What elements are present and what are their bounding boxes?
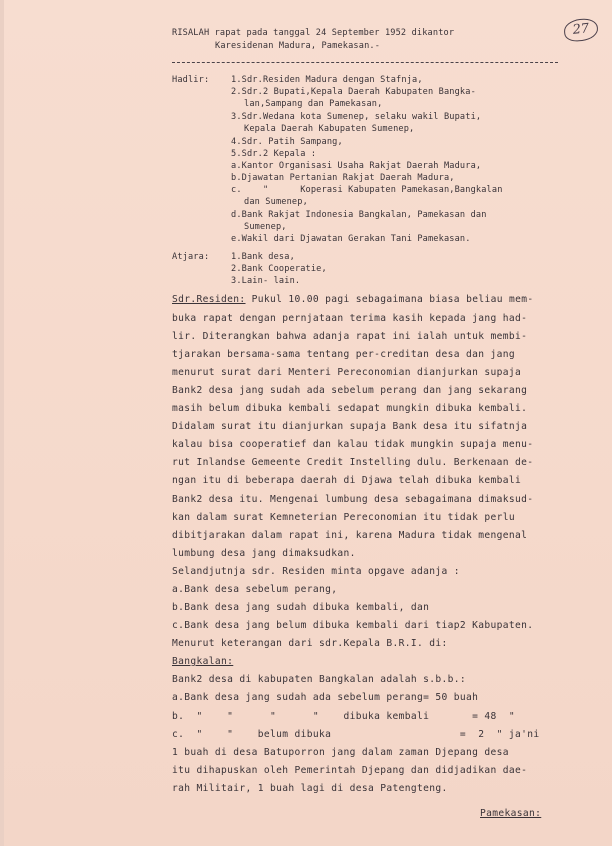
body-line: a.Bank desa sebelum perang, bbox=[172, 584, 338, 595]
body-line: buka rapat dengan pernjataan terima kasih kepada jang had- bbox=[172, 313, 528, 324]
body-line: rut Inlandse Gemeente Credit Instelling dulu. Berkenaan de- bbox=[172, 457, 534, 468]
hadlir-item: e.Wakil dari Djawatan Gerakan Tani Pamekasan. bbox=[231, 234, 471, 244]
atjara-item: 1.Bank desa, bbox=[231, 252, 295, 262]
bangkalan-line: itu dihapuskan oleh Pemerintah Djepang dan didjadikan dae- bbox=[172, 765, 528, 776]
hadlir-item: dan Sumenep, bbox=[244, 197, 308, 207]
hadlir-item: lan,Sampang dan Pamekasan, bbox=[244, 99, 383, 109]
body-line: dibitjarakan dalam rapat ini, karena Madura tidak mengenal bbox=[172, 530, 528, 541]
body-line: Didalam surat itu dianjurkan supaja Bank desa itu sifatnja bbox=[172, 421, 528, 432]
bangkalan-line: c. " " belum dibuka = 2 " ja'ni bbox=[172, 729, 540, 740]
body-line: kalau bisa cooperatief dan kalau tidak mungkin supaja menu- bbox=[172, 439, 534, 450]
body-first-line: Pukul 10.00 pagi sebagaimana biasa beliau mem- bbox=[251, 294, 534, 305]
body-line: kan dalam surat Kemneterian Pereconomian itu tidak perlu bbox=[172, 512, 516, 523]
hadlir-item: a.Kantor Organisasi Usaha Rakjat Daerah Madura, bbox=[231, 161, 482, 171]
hadlir-item: 3.Sdr.Wedana kota Sumenep, selaku wakil Bupati, bbox=[231, 112, 482, 122]
atjara-item: 3.Lain- lain. bbox=[231, 276, 301, 286]
hadlir-label: Hadlir: bbox=[172, 75, 210, 85]
bangkalan-heading: Bangkalan: bbox=[172, 656, 234, 667]
body-line: masih belum dibuka kembali sedapat mungkin dibuka kembali. bbox=[172, 403, 528, 414]
hadlir-item: 4.Sdr. Patih Sampang, bbox=[231, 137, 343, 147]
hadlir-item: c. " Koperasi Kabupaten Pamekasan,Bangkalan bbox=[231, 185, 503, 195]
body-line: b.Bank desa jang sudah dibuka kembali, dan bbox=[172, 602, 430, 613]
body-line: lir. Diterangkan bahwa adanja rapat ini ialah untuk membi- bbox=[172, 331, 528, 342]
body-line: Menurut keterangan dari sdr.Kepala B.R.I. di: bbox=[172, 638, 448, 649]
pamekasan-heading: Pamekasan: bbox=[480, 808, 542, 819]
page-number: 27 bbox=[563, 17, 599, 42]
bangkalan-line: Bank2 desa di kabupaten Bangkalan adalah s.b.b.: bbox=[172, 674, 467, 685]
body-line: tjarakan bersama-sama tentang per-creditan desa dan jang bbox=[172, 349, 516, 360]
hadlir-item: Kepala Daerah Kabupaten Sumenep, bbox=[244, 124, 415, 134]
hadlir-item: 1.Sdr.Residen Madura dengan Stafnja, bbox=[231, 75, 423, 85]
body-line: menurut surat dari Menteri Pereconomian dianjurkan supaja bbox=[172, 367, 522, 378]
hadlir-item: Sumenep, bbox=[244, 222, 287, 232]
separator-line bbox=[172, 62, 558, 63]
body-line: Selandjutnja sdr. Residen minta opgave adanja : bbox=[172, 566, 460, 577]
hadlir-item: 2.Sdr.2 Bupati,Kepala Daerah Kabupaten Bangka- bbox=[231, 87, 476, 97]
hadlir-item: b.Djawatan Pertanian Rakjat Daerah Madura, bbox=[231, 173, 455, 183]
bangkalan-line: b. " " " " dibuka kembali = 48 " bbox=[172, 711, 516, 722]
body-line: ngan itu di beberapa daerah di Djawa telah dibuka kembali bbox=[172, 475, 522, 486]
body-line: Bank2 desa jang sudah ada sebelum perang dan jang sekarang bbox=[172, 385, 528, 396]
header-line-2: Karesidenan Madura, Pamekasan.- bbox=[215, 41, 381, 51]
hadlir-item: d.Bank Rakjat Indonesia Bangkalan, Pamekasan dan bbox=[231, 210, 487, 220]
body-line: Bank2 desa itu. Mengenai lumbung desa sebagaimana dimaksud- bbox=[172, 494, 534, 505]
bangkalan-line: a.Bank desa jang sudah ada sebelum perang= 50 buah bbox=[172, 692, 479, 703]
body-line: c.Bank desa jang belum dibuka kembali dari tiap2 Kabupaten. bbox=[172, 620, 534, 631]
body-line: lumbung desa jang dimaksudkan. bbox=[172, 548, 356, 559]
atjara-label: Atjara: bbox=[172, 252, 210, 262]
speaker-name: Sdr.Residen: bbox=[172, 294, 246, 305]
hadlir-item: 5.Sdr.2 Kepala : bbox=[231, 149, 317, 159]
body-line bbox=[172, 294, 533, 306]
header-line-1: RISALAH rapat pada tanggal 24 September 1952 dikantor bbox=[172, 28, 455, 38]
bangkalan-line: 1 buah di desa Batuporron jang dalam zaman Djepang desa bbox=[172, 747, 509, 758]
bangkalan-line: rah Militair, 1 buah lagi di desa Patengteng. bbox=[172, 783, 448, 794]
atjara-item: 2.Bank Cooperatie, bbox=[231, 264, 327, 274]
